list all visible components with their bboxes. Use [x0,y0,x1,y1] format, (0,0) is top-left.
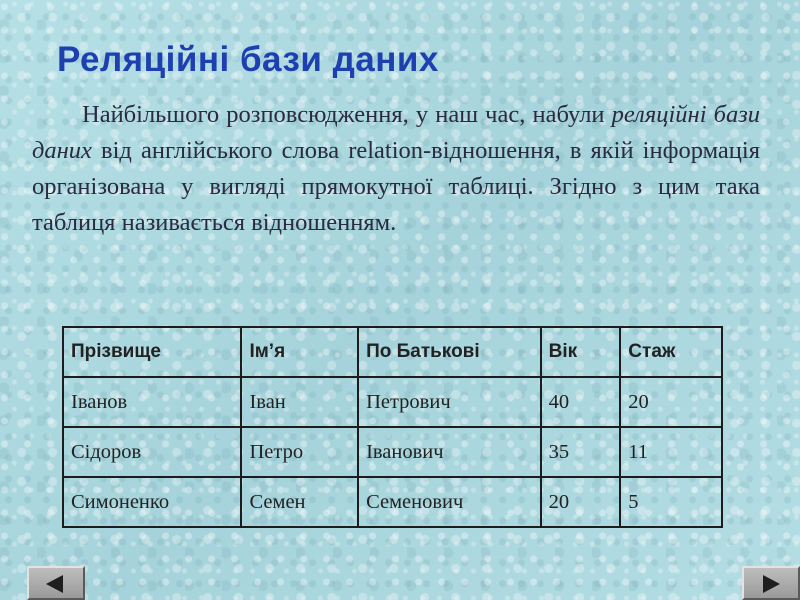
cell-first-name: Іван [241,377,358,427]
header-age: Вік [541,327,621,377]
paragraph-text-start: Найбільшого розповсюдження, у наш час, набули [82,101,612,128]
paragraph-emphasis: реляційні бази даних [32,101,761,164]
triangle-right-icon [763,575,780,593]
triangle-left-icon [46,575,63,593]
cell-experience: 11 [620,427,722,477]
cell-surname: Сідоров [63,427,241,477]
relation-table [62,326,723,528]
table-row [63,377,722,427]
table-row [63,427,722,477]
cell-patronymic: Семенович [358,477,541,527]
next-slide-button[interactable] [742,566,800,600]
table-header-row [63,327,722,377]
cell-surname: Симоненко [63,477,241,527]
cell-age: 35 [541,427,621,477]
slide-paragraph [32,97,760,241]
cell-experience: 5 [620,477,722,527]
cell-patronymic: Іванович [358,427,541,477]
cell-age: 20 [541,477,621,527]
header-patronymic: По Батькові [358,327,541,377]
cell-surname: Іванов [63,377,241,427]
previous-slide-button[interactable] [27,566,85,600]
cell-first-name: Петро [241,427,358,477]
cell-age: 40 [541,377,621,427]
cell-experience: 20 [620,377,722,427]
paragraph-text-end: від англійського слова relation-відношення, в якій інформація організована у вигляді прямокутної таблиці. Згідно з цим така таблиця називається відношенням. [32,137,760,236]
header-first-name: Ім’я [241,327,358,377]
slide-title: Реляційні бази даних [57,40,439,79]
cell-first-name: Семен [241,477,358,527]
cell-patronymic: Петрович [358,377,541,427]
header-experience: Стаж [620,327,722,377]
table-row [63,477,722,527]
header-surname: Прізвище [63,327,241,377]
